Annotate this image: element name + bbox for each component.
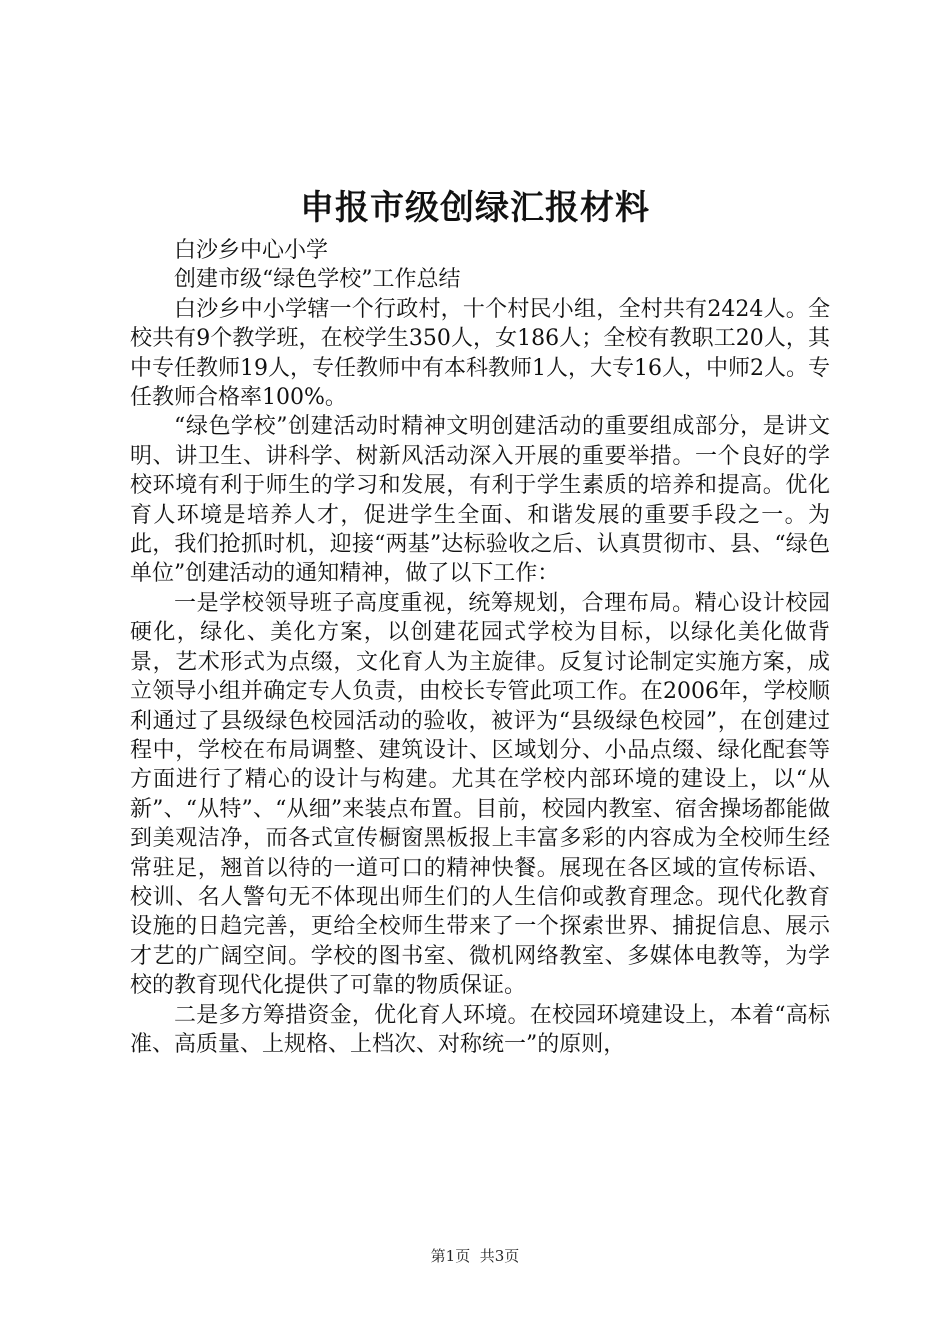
paragraph-green-school: “绿色学校”创建活动时精神文明创建活动的重要组成部分，是讲文明、讲卫生、讲科学、树新风活动深入开展的重要举措。一个良好的学校环境有利于师生的学习和发展，有利于学生素质的培养和提高。优化育人环境是培养人才，促进学生全面、和谐发展的重要手段之一。为此，我们抢抓时机，迎接“两基”达标验收之后、认真贯彻市、县、“绿色单位”创建活动的通知精神，做了以下工作： [130,414,830,587]
page-number: 第1页 [430,1247,471,1265]
document-body [130,236,830,1059]
page-footer [0,1246,950,1266]
subtitle-line: 创建市级“绿色学校”工作总结 [174,267,461,293]
school-name-line: 白沙乡中心小学 [174,238,329,263]
document-title: 申报市级创绿汇报材料 [300,188,650,228]
paragraph-overview: 白沙乡中小学辖一个行政村，十个村民小组，全村共有2424人。全校共有9个教学班，在校学生350人，女186人；全校有教职工20人，其中专任教师19人，专任教师中有本科教师1人，大专16人，中师2人。专任教师合格率100%。 [130,296,830,411]
paragraph-point-two: 二是多方筹措资金，优化育人环境。在校园环境建设上，本着“高标准、高质量、上规格、上档次、对称统一”的原则， [130,1002,830,1057]
paragraph-point-one: 一是学校领导班子高度重视，统筹规划，合理布局。精心设计校园硬化，绿化、美化方案，以创建花园式学校为目标，以绿化美化做背景，艺术形式为点缀，文化育人为主旋律。反复讨论制定实施方案，成立领导小组并确定专人负责，由校长专管此项工作。在2006年，学校顺利通过了县级绿色校园活动的验收，被评为“县级绿色校园”，在创建过程中，学校在布局调整、建筑设计、区域划分、小品点缀、绿化配套等方面进行了精心的设计与构建。尤其在学校内部环境的建设上，以“从新”、“从特”、“从细”来装点布置。目前，校园内教室、宿舍操场都能做到美观洁净，而各式宣传橱窗黑板报上丰富多彩的内容成为全校师生经常驻足，翘首以待的一道可口的精神快餐。展现在各区域的宣传标语、校训、名人警句无不体现出师生们的人生信仰或教育理念。现代化教育设施的日趋完善，更给全校师生带来了一个探索世界、捕捉信息、展示才艺的广阔空间。学校的图书室、微机网络教室、多媒体电教等，为学校的教育现代化提供了可靠的物质保证。 [130,590,830,999]
page-total: 共3页 [479,1247,520,1265]
